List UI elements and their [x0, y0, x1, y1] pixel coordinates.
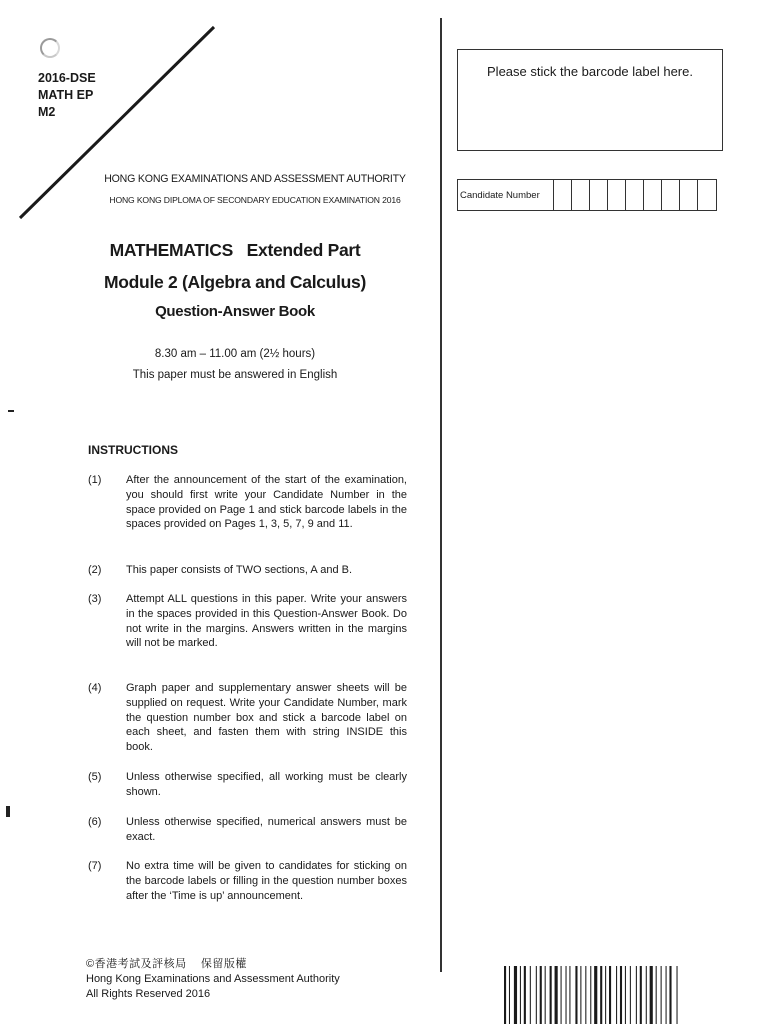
copyright-notice — [86, 957, 340, 1002]
exam-code-line: MATH EP — [38, 88, 94, 102]
candidate-number-box[interactable] — [626, 180, 644, 210]
barcode-bar — [536, 966, 537, 1024]
instruction-text: This paper consists of TWO sections, A and B. — [126, 564, 353, 576]
barcode-bar — [561, 966, 562, 1024]
barcode-bar — [569, 966, 570, 1024]
instruction-number: (5) — [88, 771, 102, 783]
barcode-bar — [555, 966, 558, 1024]
barcode-bar — [580, 966, 581, 1024]
instruction-number: (6) — [88, 816, 102, 828]
barcode-bar — [566, 966, 567, 1024]
authority-name: HONG KONG EXAMINATIONS AND ASSESSMENT AUTHORITY — [104, 173, 406, 185]
candidate-number-field[interactable] — [457, 179, 717, 211]
candidate-number-label: Candidate Number — [458, 180, 554, 210]
barcode-bar — [524, 966, 526, 1024]
candidate-number-box[interactable] — [644, 180, 662, 210]
barcode-bar — [530, 966, 531, 1024]
barcode-bar — [594, 966, 597, 1024]
instruction-number: (2) — [88, 564, 102, 576]
paper-type: Question-Answer Book — [155, 303, 315, 320]
barcode-bar — [504, 966, 506, 1024]
barcode-bar — [636, 966, 637, 1024]
instruction-item — [88, 563, 408, 579]
instruction-item — [88, 681, 408, 756]
barcode-bar — [545, 966, 546, 1024]
exam-code — [38, 70, 96, 121]
instruction-number: (1) — [88, 474, 102, 486]
instruction-item — [88, 770, 408, 800]
barcode-bar — [620, 966, 622, 1024]
candidate-number-box[interactable] — [554, 180, 572, 210]
paper-title: MATHEMATICS Extended Part — [109, 240, 361, 260]
barcode-bar — [656, 966, 657, 1024]
instruction-text: No extra time will be given to candidates for sticking on the barcode labels or filling in the question number boxes after the ‘Time is up’ announcement. — [126, 860, 407, 902]
barcode-label-text: Please stick the barcode label here. — [487, 64, 693, 79]
copyright-rights: All Rights Reserved 2016 — [86, 988, 211, 1000]
instruction-text: Unless otherwise specified, numerical answers must be exact. — [126, 816, 407, 843]
candidate-number-box[interactable] — [680, 180, 698, 210]
exam-code-line: 2016-DSE — [38, 71, 96, 85]
barcode-bar — [616, 966, 617, 1024]
instruction-item — [88, 815, 408, 845]
instruction-number: (3) — [88, 593, 102, 605]
copyright-org: Hong Kong Examinations and Assessment Authority — [86, 973, 340, 985]
barcode-bar — [509, 966, 510, 1024]
exam-code-line: M2 — [38, 105, 56, 119]
diploma-title: HONG KONG DIPLOMA OF SECONDARY EDUCATION EXAMINATION 2016 — [109, 195, 401, 205]
vertical-divider — [440, 18, 442, 972]
barcode-bar — [669, 966, 671, 1024]
barcode-bar — [540, 966, 542, 1024]
instruction-text: Unless otherwise specified, all working must be clearly shown. — [126, 771, 407, 798]
instruction-item — [88, 473, 408, 548]
barcode-bar — [646, 966, 647, 1024]
barcode-bar — [609, 966, 611, 1024]
barcode-bar — [666, 966, 667, 1024]
copyright-chinese: ©香港考試及評核局 保留版權 — [86, 958, 247, 970]
barcode-bar — [650, 966, 653, 1024]
candidate-number-box[interactable] — [590, 180, 608, 210]
barcode-label-box — [457, 49, 723, 151]
candidate-number-box[interactable] — [662, 180, 680, 210]
candidate-number-box[interactable] — [698, 180, 716, 210]
instruction-number: (7) — [88, 860, 102, 872]
paper-module: Module 2 (Algebra and Calculus) — [104, 272, 366, 292]
barcode-bar — [520, 966, 521, 1024]
barcode-bar — [514, 966, 517, 1024]
barcode-bar — [600, 966, 602, 1024]
language-note: This paper must be answered in English — [132, 369, 338, 381]
exam-time: 8.30 am – 11.00 am (2½ hours) — [154, 348, 316, 360]
barcode-bar — [661, 966, 662, 1024]
instructions-heading: INSTRUCTIONS — [88, 443, 178, 457]
scan-mark — [6, 806, 10, 817]
instruction-item — [88, 859, 408, 919]
candidate-number-box[interactable] — [572, 180, 590, 210]
instruction-item — [88, 592, 408, 667]
candidate-number-box[interactable] — [608, 180, 626, 210]
instruction-text: Graph paper and supplementary answer sheets will be supplied on request. Write your Candidate Number, mark the question number box and stick a barcode label on each sheet, and fasten them with string INSIDE this book. — [126, 682, 407, 754]
barcode-bar — [677, 966, 678, 1024]
instruction-text: After the announcement of the start of the examination, you should first write your Candidate Number in the space provided on Page 1 and stick barcode labels in the spaces provided on Pages 1, 3, 5, 7, 9 and 11. — [126, 474, 407, 531]
barcode-image — [504, 966, 726, 1024]
barcode-bar — [605, 966, 606, 1024]
barcode-bar — [630, 966, 631, 1024]
instruction-text: Attempt ALL questions in this paper. Write your answers in the spaces provided in this Question-Answer Book. Do not write in the margins. Answers written in the margins will not be marked. — [126, 593, 407, 650]
barcode-bar — [625, 966, 626, 1024]
barcode-bar — [640, 966, 642, 1024]
barcode-bar — [590, 966, 591, 1024]
scan-mark — [8, 410, 14, 412]
barcode-bar — [550, 966, 552, 1024]
barcode-bar — [585, 966, 586, 1024]
barcode-bar — [575, 966, 577, 1024]
instruction-number: (4) — [88, 682, 102, 694]
